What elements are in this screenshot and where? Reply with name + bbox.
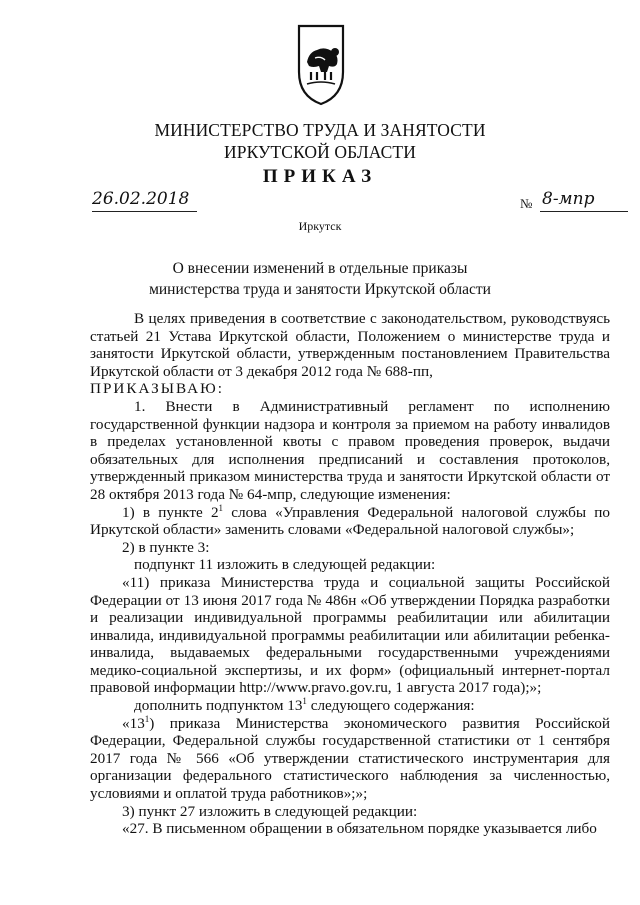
document-body: [90, 310, 610, 838]
number-sign: №: [520, 196, 533, 211]
preamble-paragraph: В целях приведения в соответствие с законодательством, руководствуясь статьей 21 Устава Иркутской области, Положением о министерстве труда и занятости Иркутской области, утвержденным постановлением Правительства Иркутской области от 3 декабря 2012 года № 688-пп,: [90, 310, 610, 380]
order-word: ПРИКАЗЫВАЮ:: [90, 380, 224, 398]
ministry-line-1: МИНИСТЕРСТВО ТРУДА И ЗАНЯТОСТИ: [154, 120, 486, 140]
order-number: 8-мпр: [542, 189, 595, 209]
item-1-paragraph: 1. Внести в Административный регламент по исполнению государственной функции надзора и контроля за приемом на работу инвалидов в пределах установленной квоты с правом проведения проверок, выдачи обязательных для исполнения предписаний и составления протоколов, утвержденный приказом министерства труда и занятости Иркутской области от 28 октября 2013 года № 64-мпр, следующие изменения:: [90, 397, 610, 503]
point-27-text: «27. В письменном обращении в обязательном порядке указывается либо: [122, 820, 597, 838]
title-line-1: О внесении изменений в отдельные приказы: [172, 260, 468, 277]
subpoint-13-text: «$13^1$) приказа Министерства экономического развития Российской Федерации, Федеральной службы государственной статистики от 1 сентября 2017 года № 566 «Об утверждении статистического инструментария для организации федерального статистического наблюдения за численностью, условиями и оплатой труда работников»;»;: [90, 713, 610, 803]
city: Иркутск: [298, 219, 342, 233]
order-date: 26.02.2018: [92, 189, 190, 209]
ministry-line-2: ИРКУТСКОЙ ОБЛАСТИ: [224, 142, 416, 162]
doc-type-title: ПРИКАЗ: [262, 166, 378, 187]
document-title: [0, 258, 640, 300]
subpoint-11-intro: подпункт 11 изложить в следующей редакции:: [134, 556, 436, 574]
subpoint-13-intro: дополнить подпунктом $13^1$ следующего содержания:: [134, 696, 475, 715]
date-underline: [92, 211, 197, 212]
ministry-name: [0, 119, 640, 163]
subpoint-11-text: «11) приказа Министерства труда и социальной защиты Российской Федерации от 13 июня 2017 года № 486н «Об утверждении Порядка разработки и реализации индивидуальной программы реабилитации или абилитации инвалида, индивидуальной программы реабилитации или абилитации ребенка-инвалида, выдаваемых федеральными государственными учреждениями медико-социальной экспертизы, и их форм» (официальный интернет-портал правовой информации http://www.pravo.gov.ru, 1 августа 2017 года);»;: [90, 573, 610, 697]
subitem-3-paragraph: 3) пункт 27 изложить в следующей редакции:: [122, 802, 418, 820]
irkutsk-coat-of-arms-icon: [295, 22, 347, 108]
subitem-1-paragraph: 1) в пункте $2^1$ слова «Управления Федеральной налоговой службы по Иркутской области» заменить словами «Федеральной налоговой службы»;: [90, 502, 611, 539]
subitem-2-paragraph: 2) в пункте 3:: [122, 538, 210, 556]
title-line-2: министерства труда и занятости Иркутской области: [149, 281, 491, 298]
number-underline: [540, 211, 628, 212]
